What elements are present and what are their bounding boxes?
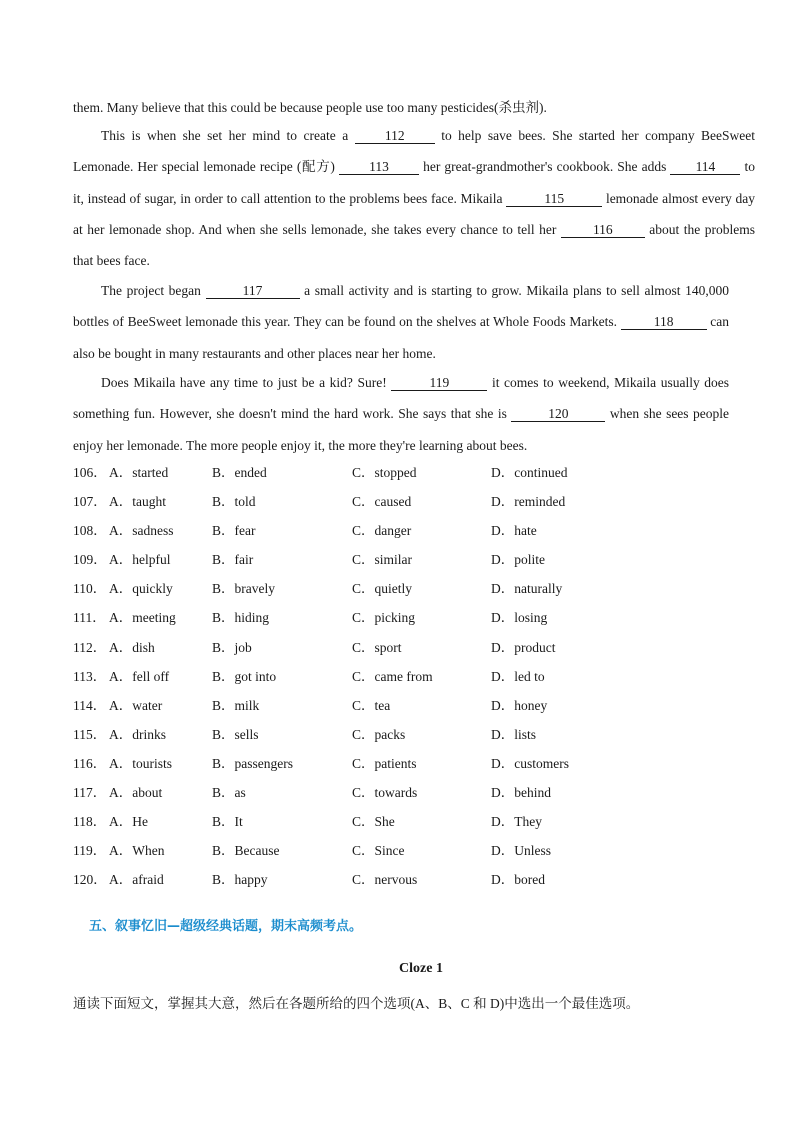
option-b[interactable]: B．It — [212, 814, 243, 830]
option-d[interactable]: D．lists — [491, 726, 537, 742]
question-row-119 — [73, 839, 729, 868]
instructions: 通读下面短文，掌握其大意，然后在各题所给的四个选项(A、B、C 和 D)中选出一个最佳选项。 — [73, 996, 640, 1011]
question-number: 108． — [73, 523, 107, 539]
blank-120[interactable]: 120 — [511, 406, 605, 422]
option-b[interactable]: B．fair — [212, 552, 254, 568]
option-b[interactable]: B．passengers — [212, 755, 293, 771]
text: The project began — [101, 283, 201, 298]
option-a[interactable]: A．sadness — [109, 523, 174, 539]
option-c[interactable]: C．patients — [352, 755, 417, 771]
option-a[interactable]: A．started — [109, 465, 169, 480]
question-row-118 — [73, 810, 729, 839]
question-number: 111． — [73, 610, 106, 626]
text: lemonade almost every day at her lemonade shop. And when she sells lemonade, she takes every chance to tell her — [73, 190, 755, 237]
option-c[interactable]: C．towards — [352, 785, 418, 801]
section-heading: 五、叙事忆旧—超级经典话题，期末高频考点。 — [89, 919, 363, 934]
option-a[interactable]: A．about — [109, 785, 163, 801]
option-c[interactable]: C．nervous — [352, 872, 418, 888]
option-d[interactable]: D．honey — [491, 697, 548, 713]
option-d[interactable]: D．losing — [491, 610, 548, 626]
question-number: 120． — [73, 872, 107, 888]
option-d[interactable]: D．product — [491, 639, 556, 655]
question-number: 113． — [73, 668, 107, 684]
option-b[interactable]: B．hiding — [212, 610, 270, 626]
option-b[interactable]: B．Because — [212, 843, 280, 859]
question-number: 118． — [73, 814, 107, 830]
question-row-116 — [73, 752, 729, 781]
option-a[interactable]: A．meeting — [109, 610, 176, 626]
option-c[interactable]: C．Since — [352, 843, 405, 859]
question-number: 119． — [73, 843, 107, 859]
option-d[interactable]: D．continued — [491, 465, 568, 480]
question-row-109 — [73, 548, 729, 577]
option-c[interactable]: C．She — [352, 814, 395, 830]
text: her great-grandmother's cookbook. She adds — [423, 159, 667, 175]
option-a[interactable]: A．drinks — [109, 726, 166, 742]
blank-115[interactable]: 115 — [506, 191, 602, 207]
question-row-108 — [73, 519, 729, 548]
option-a[interactable]: A．tourists — [109, 755, 173, 771]
blank-116[interactable]: 116 — [561, 222, 645, 238]
option-a[interactable]: A．quickly — [109, 581, 173, 597]
text: to help save bees. She started her company BeeSweet Lemonade. Her special lemonade recipe (配方) — [73, 128, 756, 175]
option-c[interactable]: C．sport — [352, 639, 402, 655]
question-number: 112． — [73, 639, 107, 655]
text: can also be bought in many restaurants and other places near her home. — [73, 314, 730, 361]
option-b[interactable]: B．told — [212, 494, 256, 510]
option-d[interactable]: D．Unless — [491, 843, 551, 859]
passage-paragraph-3 — [73, 367, 729, 461]
blank-112[interactable]: 112 — [355, 128, 435, 144]
blank-114[interactable]: 114 — [670, 159, 740, 175]
question-number: 106． — [73, 465, 107, 480]
option-c[interactable]: C．danger — [352, 523, 412, 539]
question-row-106 — [73, 461, 729, 490]
option-d[interactable]: D．behind — [491, 785, 551, 801]
question-number: 115． — [73, 726, 107, 742]
option-a[interactable]: A．water — [109, 697, 163, 713]
passage-paragraph-0: them. Many believe that this could be because people use too many pesticides(杀虫剂). — [73, 100, 547, 115]
option-d[interactable]: D．reminded — [491, 494, 566, 510]
question-number: 109． — [73, 552, 107, 568]
option-a[interactable]: A．When — [109, 843, 165, 859]
question-row-113 — [73, 665, 729, 694]
question-row-120 — [73, 868, 729, 897]
question-number: 116． — [73, 755, 107, 771]
option-b[interactable]: B．got into — [212, 668, 277, 684]
question-number: 110． — [73, 581, 107, 597]
option-c[interactable]: C．packs — [352, 726, 406, 742]
text: to it, instead of sugar, in order to call attention to the problems bees face. Mikaila — [73, 159, 756, 206]
question-row-112 — [73, 636, 729, 665]
passage-paragraph-1 — [73, 120, 755, 276]
option-c[interactable]: C．quietly — [352, 581, 412, 597]
blank-118[interactable]: 118 — [621, 314, 707, 330]
text: it comes to weekend, Mikaila usually does something fun. However, she doesn't mind the hard work. She says that she is — [73, 375, 730, 422]
option-d[interactable]: D．customers — [491, 755, 569, 771]
cloze-title: Cloze 1 — [399, 961, 443, 976]
option-a[interactable]: A．He — [109, 814, 148, 830]
text: This is when she set her mind to create a — [101, 128, 349, 143]
option-a[interactable]: A．afraid — [109, 872, 164, 888]
option-b[interactable]: B．sells — [212, 726, 259, 742]
text: when she sees people enjoy her lemonade. The more people enjoy it, the more they're learning about bees. — [73, 406, 730, 453]
question-row-115 — [73, 723, 729, 752]
option-c[interactable]: C．caused — [352, 494, 412, 510]
option-b[interactable]: B．as — [212, 785, 246, 801]
option-b[interactable]: B．fear — [212, 523, 256, 539]
options-list — [73, 461, 729, 897]
option-c[interactable]: C．came from — [352, 668, 433, 684]
option-c[interactable]: C．similar — [352, 552, 412, 568]
option-d[interactable]: D．They — [491, 814, 542, 830]
option-b[interactable]: B．milk — [212, 697, 260, 713]
question-row-110 — [73, 577, 729, 606]
option-d[interactable]: D．polite — [491, 552, 545, 568]
option-a[interactable]: A．fell off — [109, 668, 170, 684]
question-number: 117． — [73, 785, 107, 801]
text: a small activity and is starting to grow. Mikaila plans to sell almost 140,000 bottles of BeeSweet lemonade this year. They can be found on the shelves at Whole Foods Markets. — [73, 283, 730, 330]
question-row-117 — [73, 781, 729, 810]
text: Does Mikaila have any time to just be a kid? Sure! — [101, 375, 387, 390]
option-d[interactable]: D．hate — [491, 523, 537, 539]
option-c[interactable]: C．stopped — [352, 465, 417, 480]
question-row-111 — [73, 606, 729, 635]
question-number: 114． — [73, 697, 107, 713]
option-c[interactable]: C．tea — [352, 697, 391, 713]
option-a[interactable]: A．dish — [109, 639, 155, 655]
option-b[interactable]: B．ended — [212, 465, 267, 480]
option-d[interactable]: D．naturally — [491, 581, 563, 597]
option-b[interactable]: B．job — [212, 639, 252, 655]
option-b[interactable]: B．bravely — [212, 581, 275, 597]
option-b[interactable]: B．happy — [212, 872, 268, 888]
text: about the problems that bees face. — [73, 221, 755, 269]
blank-113[interactable]: 113 — [339, 159, 419, 175]
passage-paragraph-2 — [73, 275, 729, 369]
blank-117[interactable]: 117 — [206, 283, 300, 299]
option-a[interactable]: A．taught — [109, 494, 166, 510]
question-row-107 — [73, 490, 729, 519]
blank-119[interactable]: 119 — [391, 375, 487, 391]
option-d[interactable]: D．bored — [491, 872, 545, 888]
option-c[interactable]: C．picking — [352, 610, 415, 626]
question-row-114 — [73, 694, 729, 723]
option-a[interactable]: A．helpful — [109, 552, 171, 568]
question-number: 107． — [73, 494, 107, 510]
option-d[interactable]: D．led to — [491, 668, 545, 684]
